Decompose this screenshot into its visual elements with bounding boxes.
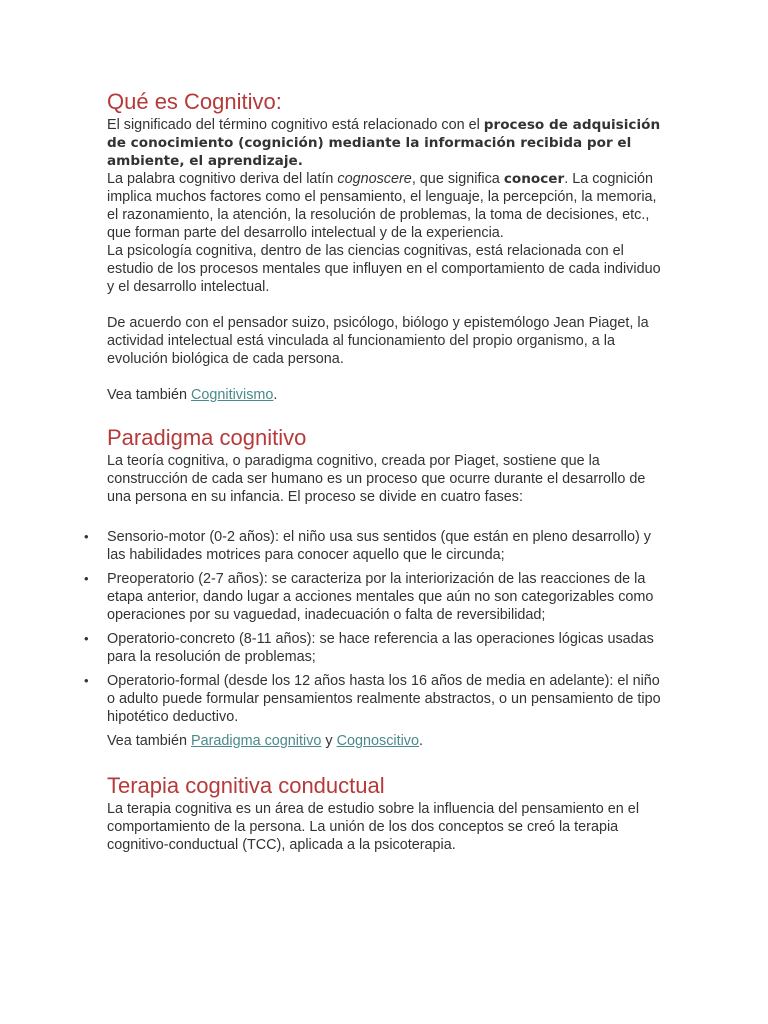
article <box>84 88 663 854</box>
definition-text: El significado del término cognitivo está relacionado con el <box>107 117 484 133</box>
etymology-text-mid: , que significa <box>411 171 504 187</box>
latin-word: cognoscere <box>337 171 412 187</box>
etymology-paragraph <box>107 170 663 242</box>
bullet-icon: • <box>84 631 89 646</box>
list-item-text: Operatorio-formal (desde los 12 años hasta los 16 años de media en adelante): el niño o adulto puede formular pensamientos realmente abstractos, o un pensamiento de tipo hipotético deductivo. <box>107 673 661 725</box>
link-cognoscitivo[interactable]: Cognoscitivo <box>336 733 419 749</box>
see-also-paradigma <box>107 732 663 750</box>
list-item-text: Sensorio-motor (0-2 años): el niño usa sus sentidos (que están en pleno desarrollo) y las habilidades motrices para conocer aquello que le circunda; <box>107 529 651 563</box>
bullet-icon: • <box>84 673 89 688</box>
list-item-text: Preoperatorio (2-7 años): se caracteriza por la interiorización de las reacciones de la etapa anterior, dando lugar a acciones mentales que aún no son categorizables como operaciones por su vaguedad, inadecuación o falta de reversibilidad; <box>107 571 654 623</box>
heading-paradigma-cognitivo: Paradigma cognitivo <box>107 425 307 450</box>
psychology-paragraph: La psicología cognitiva, dentro de las ciencias cognitivas, está relacionada con el estudio de los procesos mentales que influyen en el comportamiento de cada individuo y el desarrollo intelectual. <box>107 243 661 295</box>
spacer <box>107 368 663 386</box>
see-also-label: Vea también <box>107 733 192 749</box>
see-also-label: Vea también <box>107 387 192 403</box>
etymology-bold-word: conocer <box>503 171 565 187</box>
definition-bold-text: proceso de adquisición de conocimiento (cognición) mediante la información recibida por el ambiente, el aprendizaje. <box>107 117 661 169</box>
link-cognitivismo[interactable]: Cognitivismo <box>191 387 274 403</box>
therapy-paragraph: La terapia cognitiva es un área de estudio sobre la influencia del pensamiento en el comportamiento de la persona. La unión de los dos conceptos se creó la terapia cognitivo-conductual (TCC), aplicada a la psicoterapia. <box>107 801 640 853</box>
list-item-operatorio-formal <box>84 672 663 726</box>
heading-terapia-cognitiva: Terapia cognitiva conductual <box>107 773 385 798</box>
phases-list <box>84 528 663 726</box>
see-also-period: . <box>273 387 278 403</box>
see-also-conjunction: y <box>321 733 337 749</box>
list-item-operatorio-concreto <box>84 630 663 666</box>
list-item-preoperatorio <box>84 570 663 624</box>
definition-paragraph <box>107 116 663 170</box>
list-item-text: Operatorio-concreto (8-11 años): se hace referencia a las operaciones lógicas usadas para la resolución de problemas; <box>107 631 654 665</box>
spacer <box>107 506 663 528</box>
see-also-cognitivismo <box>107 386 663 404</box>
list-item-sensorio-motor <box>84 528 663 564</box>
link-paradigma-cognitivo[interactable]: Paradigma cognitivo <box>191 733 322 749</box>
piaget-paragraph: De acuerdo con el pensador suizo, psicólogo, biólogo y epistemólogo Jean Piaget, la actividad intelectual está vinculada al funcionamiento del propio organismo, a la evolución biológica de cada persona. <box>107 315 649 367</box>
paradigm-intro-paragraph: La teoría cognitiva, o paradigma cognitivo, creada por Piaget, sostiene que la construcción de cada ser humano es un proceso que ocurre durante el desarrollo de una persona en su infancia. El proceso se divide en cuatro fases: <box>107 453 646 505</box>
heading-que-es-cognitivo: Qué es Cognitivo: <box>107 89 282 114</box>
spacer <box>107 296 663 314</box>
etymology-text-end: . La cognición implica muchos factores como el pensamiento, el lenguaje, la percepción, la memoria, el razonamiento, la atención, la resolución de problemas, la toma de decisiones, etc., que forman parte del desarrollo intelectual y de la experiencia. <box>107 171 657 241</box>
bullet-icon: • <box>84 529 89 544</box>
see-also-period: . <box>419 733 423 749</box>
bullet-icon: • <box>84 571 89 586</box>
etymology-text-start: La palabra cognitivo deriva del latín <box>107 171 338 187</box>
